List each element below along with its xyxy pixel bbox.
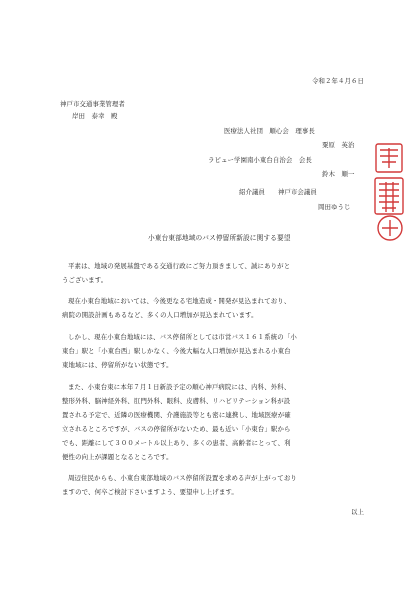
body-line: また、小東台東に本年７月１日新設予定の順心神戸病院には、内科、外科、	[68, 383, 291, 391]
body-line: しかし、現在小東台地域には、バス停留所としては市営バス１６１系統の「小	[68, 333, 297, 341]
body-line: 周辺住民からも、小東台東部地域のバス停留所設置を求める声が上がっており	[68, 474, 297, 482]
body-line: でも、距離にして３００メートル以上あり、多くの患者、高齢者にとって、利	[62, 439, 291, 447]
sender-2-name: 鈴木 順一	[322, 170, 355, 178]
sender-3-role: 紹介議員 神戸市会議員	[239, 188, 317, 196]
document-title: 小東台東部地域のバス停留所新設に関する要望	[148, 234, 291, 242]
sender-1-role: 医療法人社団 順心会 理事長	[224, 127, 315, 135]
recipient-org: 神戸市交通事業管理者	[60, 100, 125, 108]
official-seal	[362, 142, 408, 244]
body-line: 整形外科、脳神経外科、肛門外科、眼科、皮膚科、リハビリテーション科が設	[62, 397, 291, 405]
body-line: 置される予定で、近隣の医療機関、介護施設等とも密に連携し、地域医療が確	[62, 411, 291, 419]
body-line: 東地域には、停留所がない状態です。	[62, 361, 173, 369]
body-line: 立されるところですが、バスの停留所がないため、最も近い「小東台」駅から	[62, 425, 291, 433]
recipient-name: 岸田 泰幸 殿	[72, 112, 118, 120]
sender-2-role: ラピュー学園南小東台自治会 会長	[208, 156, 312, 164]
body-line: ますので、何卒ご検討下さいますよう、要望申し上げます。	[62, 488, 238, 496]
body-line: 平素は、地域の発展基盤である交通行政にご努力頂きまして、誠にありがと	[68, 262, 291, 270]
document-date: 令和２年４月６日	[312, 77, 364, 85]
closing-mark: 以上	[351, 508, 364, 516]
body-line: うございます。	[62, 276, 108, 284]
sender-1-name: 粟原 英治	[322, 141, 355, 149]
body-line: 便性の向上が課題となるところです。	[62, 453, 173, 461]
sender-3-name: 岡田ゆうじ	[318, 203, 351, 211]
body-line: 現在小東台地域においては、今後更なる宅地造成・開発が見込まれており、	[68, 297, 291, 305]
body-line: 東台」駅と「小東台西」駅しかなく、今後大幅な人口増加が見込まれる小東台	[62, 347, 291, 355]
body-line: 病院の開設計画もあるなど、多くの人口増加が見込まれています。	[62, 311, 258, 319]
